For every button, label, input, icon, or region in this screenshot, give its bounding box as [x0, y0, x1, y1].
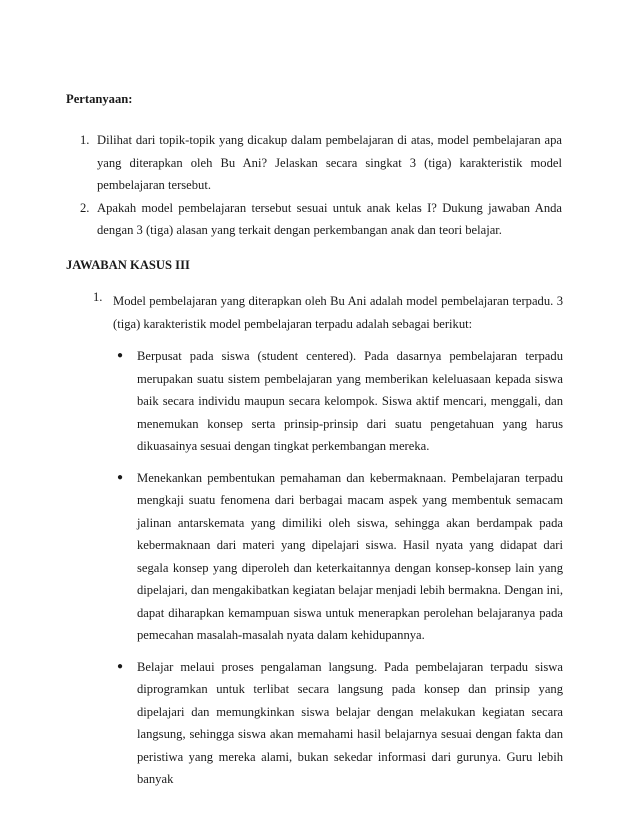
- characteristics-list: [113, 345, 563, 800]
- question-number: 1.: [80, 133, 90, 147]
- characteristic-text: Menekankan pembentukan pemahaman dan kebermaknaan. Pembelajaran terpadu mengkaji suatu fenomena dari berbagai macam aspek yang membentuk semacam jalinan antarskemata yang dimiliki oleh siswa, sehingga akan berdampak pada kebermaknaan dari materi yang dipelajari siswa. Hasil nyata yang didapat dari segala konsep yang diperoleh dan keterkaitannya dengan konsep-konsep lain yang dipelajari, dan mengakibatkan kegiatan belajar menjadi lebih bermakna. Dengan ini, dapat diharapkan kemampuan siswa untuk menerapkan perolehan belajaranya pada pemecahan masalah-masalah nyata dalam kehidupannya.: [137, 470, 563, 642]
- question-number: 2.: [80, 200, 90, 215]
- characteristic-item: [113, 656, 563, 791]
- characteristic-item: [113, 345, 563, 458]
- questions-heading: Pertanyaan:: [66, 92, 133, 106]
- question-item: [66, 129, 562, 197]
- characteristic-text: Berpusat pada siswa (student centered). Pada dasarnya pembelajaran terpadu merupakan suatu sistem pembelajaran yang memberikan keleluasaan kepada siswa baik secara individu maupun secara kelompok. Siswa aktif mencari, menggali, dan menemukan konsep serta prinsip-prinsip dari suatu pengetahuan yang harus dikuasainya sesuai dengan tingkat perkembangan mereka.: [137, 349, 563, 453]
- answer-text: Model pembelajaran yang diterapkan oleh Bu Ani adalah model pembelajaran terpadu. 3 (tiga) karakteristik model pembelajaran terpadu adalah sebagai berikut:: [113, 294, 563, 331]
- answer-number: 1.: [93, 290, 103, 304]
- answer-heading: JAWABAN KASUS III: [66, 258, 190, 272]
- characteristic-text: Belajar melaui proses pengalaman langsung. Pada pembelajaran terpadu siswa diprogramkan untuk terlibat secara langsung pada konsep dan prinsip yang dipelajari dan memungkinkan siswa belajar dengan melakukan kegiatan secara langsung, sehingga siswa akan memahami hasil belajarnya sesuai dengan fakta dan peristiwa yang mereka alami, bukan sekedar informasi dari gurunya. Guru lebih banyak: [137, 659, 563, 786]
- question-text: Dilihat dari topik-topik yang dicakup dalam pembelajaran di atas, model pembelajaran apa yang diterapkan oleh Bu Ani? Jelaskan secara singkat 3 (tiga) karakteristik model pembelajaran tersebut.: [97, 133, 562, 192]
- question-item: [66, 197, 562, 242]
- bullet-icon: ●: [117, 660, 124, 672]
- characteristic-item: [113, 467, 563, 647]
- bullet-icon: ●: [117, 471, 124, 483]
- bullet-icon: ●: [117, 350, 124, 361]
- questions-list: [66, 129, 562, 242]
- question-text: Apakah model pembelajaran tersebut sesuai untuk anak kelas I? Dukung jawaban Anda dengan 3 (tiga) alasan yang terkait dengan perkembangan anak dan teori belajar.: [97, 200, 562, 237]
- answer-item: [93, 290, 563, 335]
